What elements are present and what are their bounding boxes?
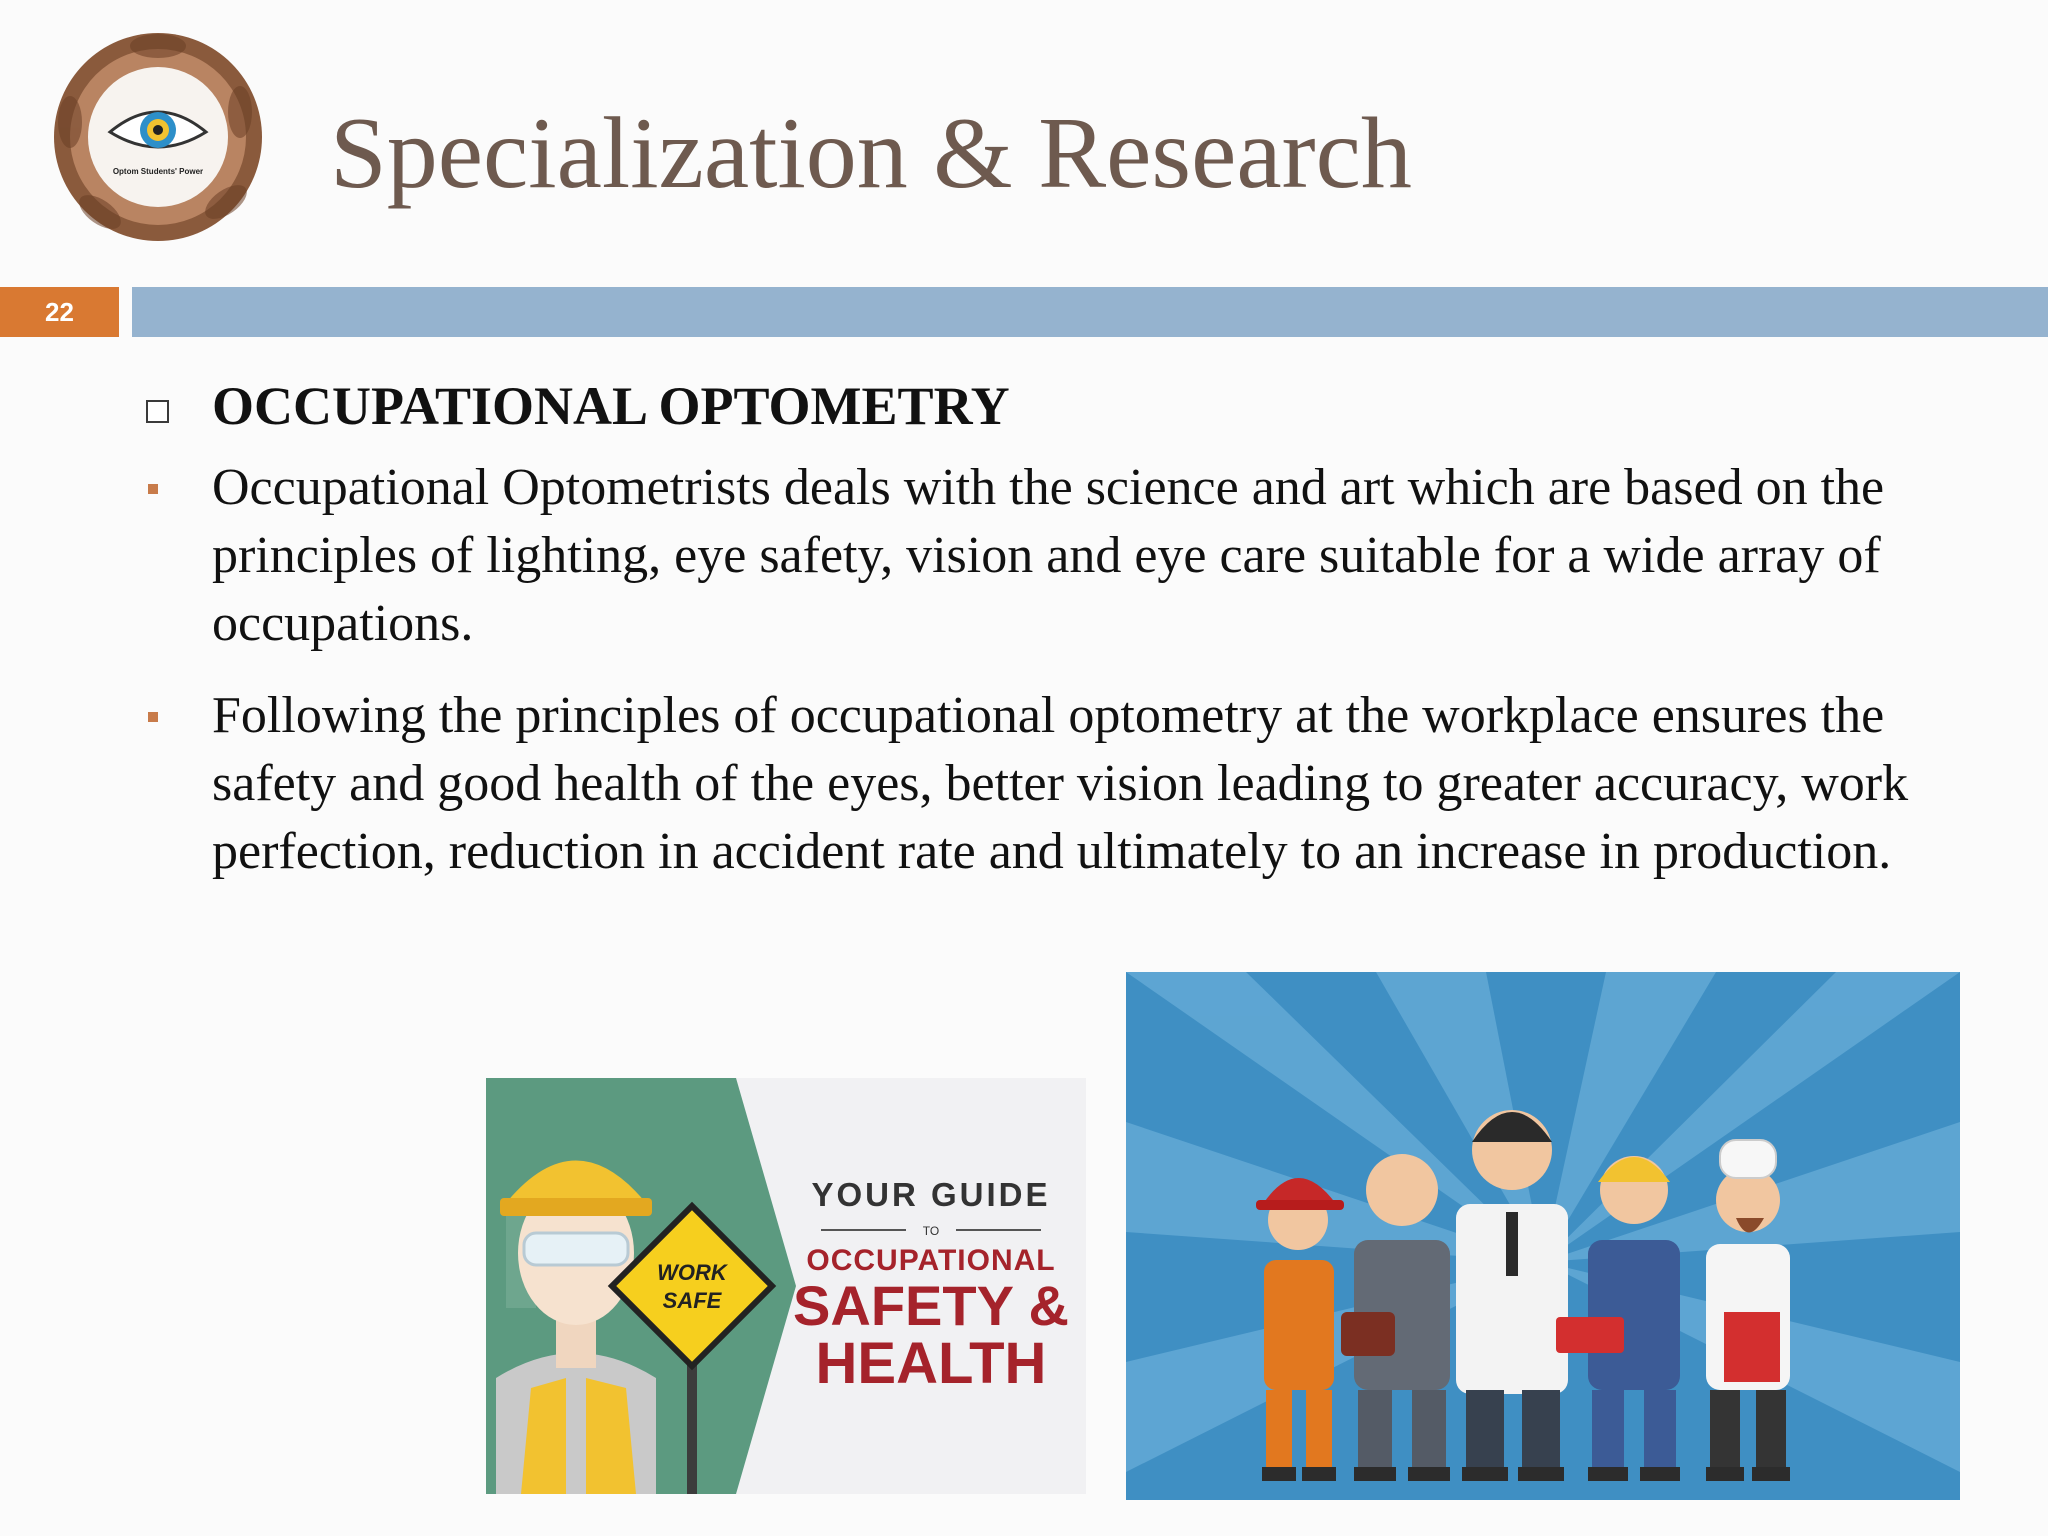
square-bullet-icon (148, 484, 158, 494)
sign-text-work: WORK (657, 1260, 727, 1285)
bullet-item (140, 454, 1920, 658)
section-heading (140, 372, 1920, 440)
square-bullet-icon (148, 712, 158, 722)
guide-health: HEALTH (815, 1331, 1047, 1396)
header-bar (132, 287, 2048, 337)
sign-text-safe: SAFE (662, 1288, 722, 1313)
guide-to: TO (922, 1224, 940, 1238)
logo-caption: Optom Students' Power (112, 167, 204, 176)
bullet-item (140, 682, 1920, 886)
occupational-safety-image (486, 1078, 1086, 1494)
slide-content (140, 372, 1920, 910)
logo (40, 22, 280, 252)
section-heading-text: OCCUPATIONAL OPTOMETRY (212, 376, 1010, 436)
guide-heading: YOUR GUIDE (811, 1176, 1051, 1213)
bullet-text: Following the principles of occupational optometry at the workplace ensures the safety and good health of the eyes, better vision leading to greater accuracy, work perfection, reduction in accident rate and ultimately to an increase in production. (212, 687, 1909, 880)
guide-safety: SAFETY & (793, 1274, 1069, 1337)
workers-illustration (1126, 972, 1960, 1500)
bullet-text: Occupational Optometrists deals with the science and art which are based on the principles of lighting, eye safety, vision and eye care suitable for a wide array of occupations. (212, 459, 1885, 652)
slide-number: 22 (0, 287, 119, 337)
guide-occupational: OCCUPATIONAL (806, 1244, 1056, 1277)
hollow-square-bullet-icon (146, 400, 169, 423)
slide-title: Specialization & Research (330, 97, 1412, 210)
